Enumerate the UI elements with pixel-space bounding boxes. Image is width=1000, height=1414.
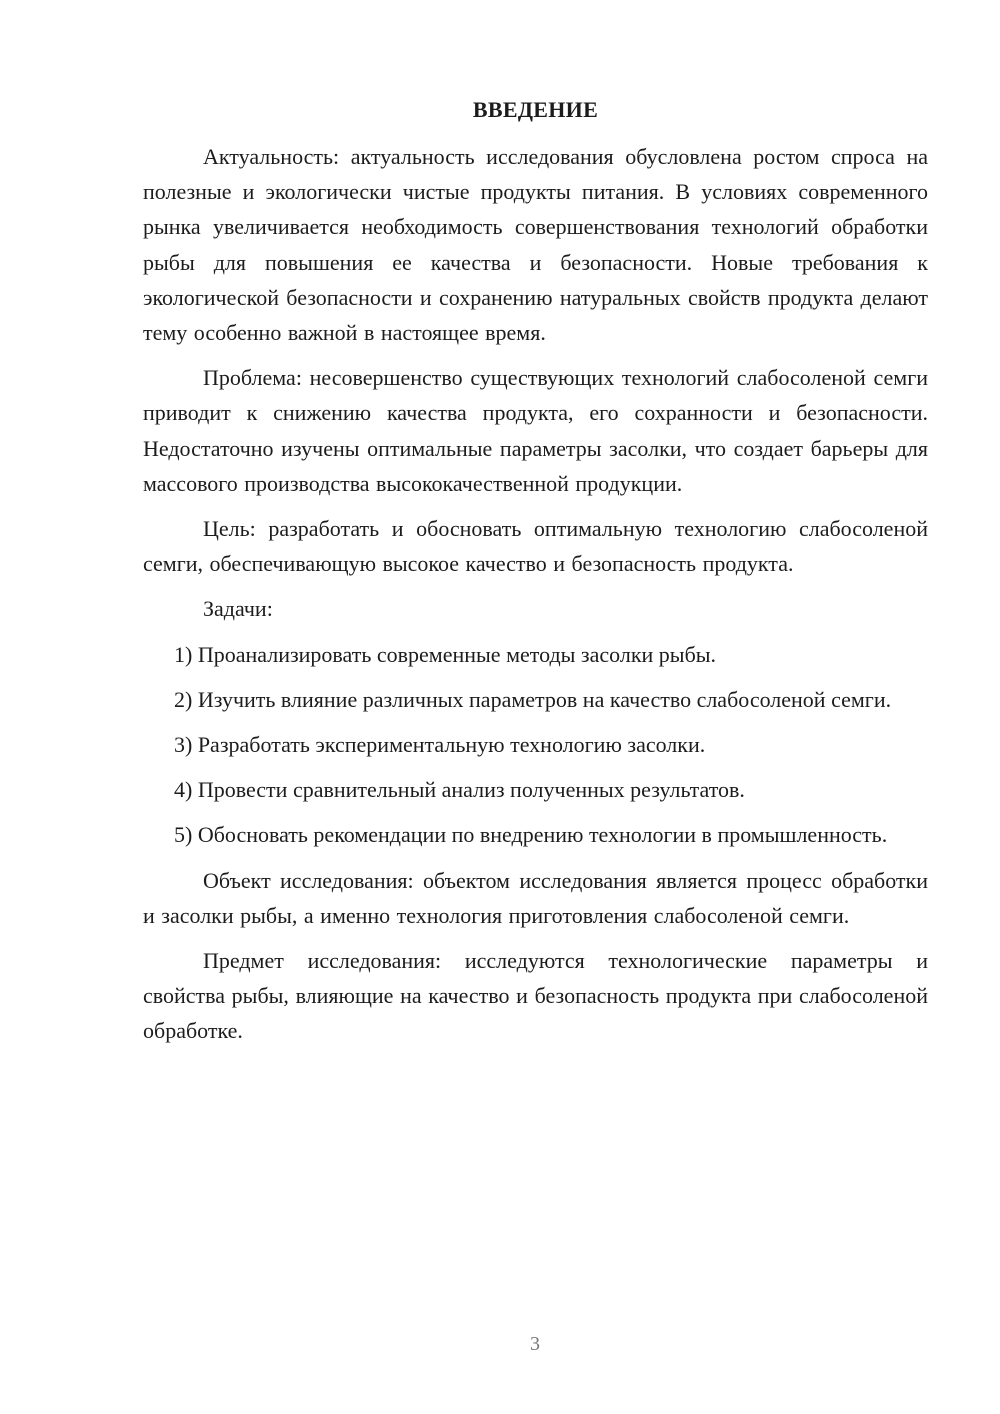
tasks-heading: Задачи: xyxy=(203,596,273,622)
paragraph-goal: Цель: разработать и обосновать оптимальную технологию слабосоленой семги, обеспечивающую высокое качество и безопасность продукта. xyxy=(143,516,928,577)
task-item-3: 3) Разработать экспериментальную технологию засолки. xyxy=(174,732,706,758)
page-number: 3 xyxy=(530,1333,540,1355)
task-item-2: 2) Изучить влияние различных параметров на качество слабосоленой семги. xyxy=(174,686,892,712)
page-title: ВВЕДЕНИЕ xyxy=(472,97,599,122)
task-item-4: 4) Провести сравнительный анализ полученных результатов. xyxy=(174,777,745,803)
paragraph-research-subject: Предмет исследования: исследуются технологические параметры и свойства рыбы, влияющие на качество и безопасность продукта при слабосоленой обработке. xyxy=(143,948,928,1044)
task-item-5: 5) Обосновать рекомендации по внедрению технологии в промышленность. xyxy=(174,822,888,848)
page-content xyxy=(143,92,928,1059)
paragraph-problem: Проблема: несовершенство существующих технологий слабосоленой семги приводит к снижению качества продукта, его сохранности и безопасности. Недостаточно изучены оптимальные параметры засолки, что создает барьеры для массового производства высококачественной продукции. xyxy=(143,365,928,496)
task-item-1: 1) Проанализировать современные методы засолки рыбы. xyxy=(174,641,717,667)
paragraph-research-object: Объект исследования: объектом исследования является процесс обработки и засолки рыбы, а именно технология приготовления слабосоленой семги. xyxy=(143,867,928,928)
paragraph-relevance: Актуальность: актуальность исследования обусловлена ростом спроса на полезные и экологически чистые продукты питания. В условиях современного рынка увеличивается необходимость совершенствования технологий обработки рыбы для повышения ее качества и безопасности. Новые требования к экологической безопасности и сохранению натуральных свойств продукта делают тему особенно важной в настоящее время. xyxy=(143,144,928,346)
